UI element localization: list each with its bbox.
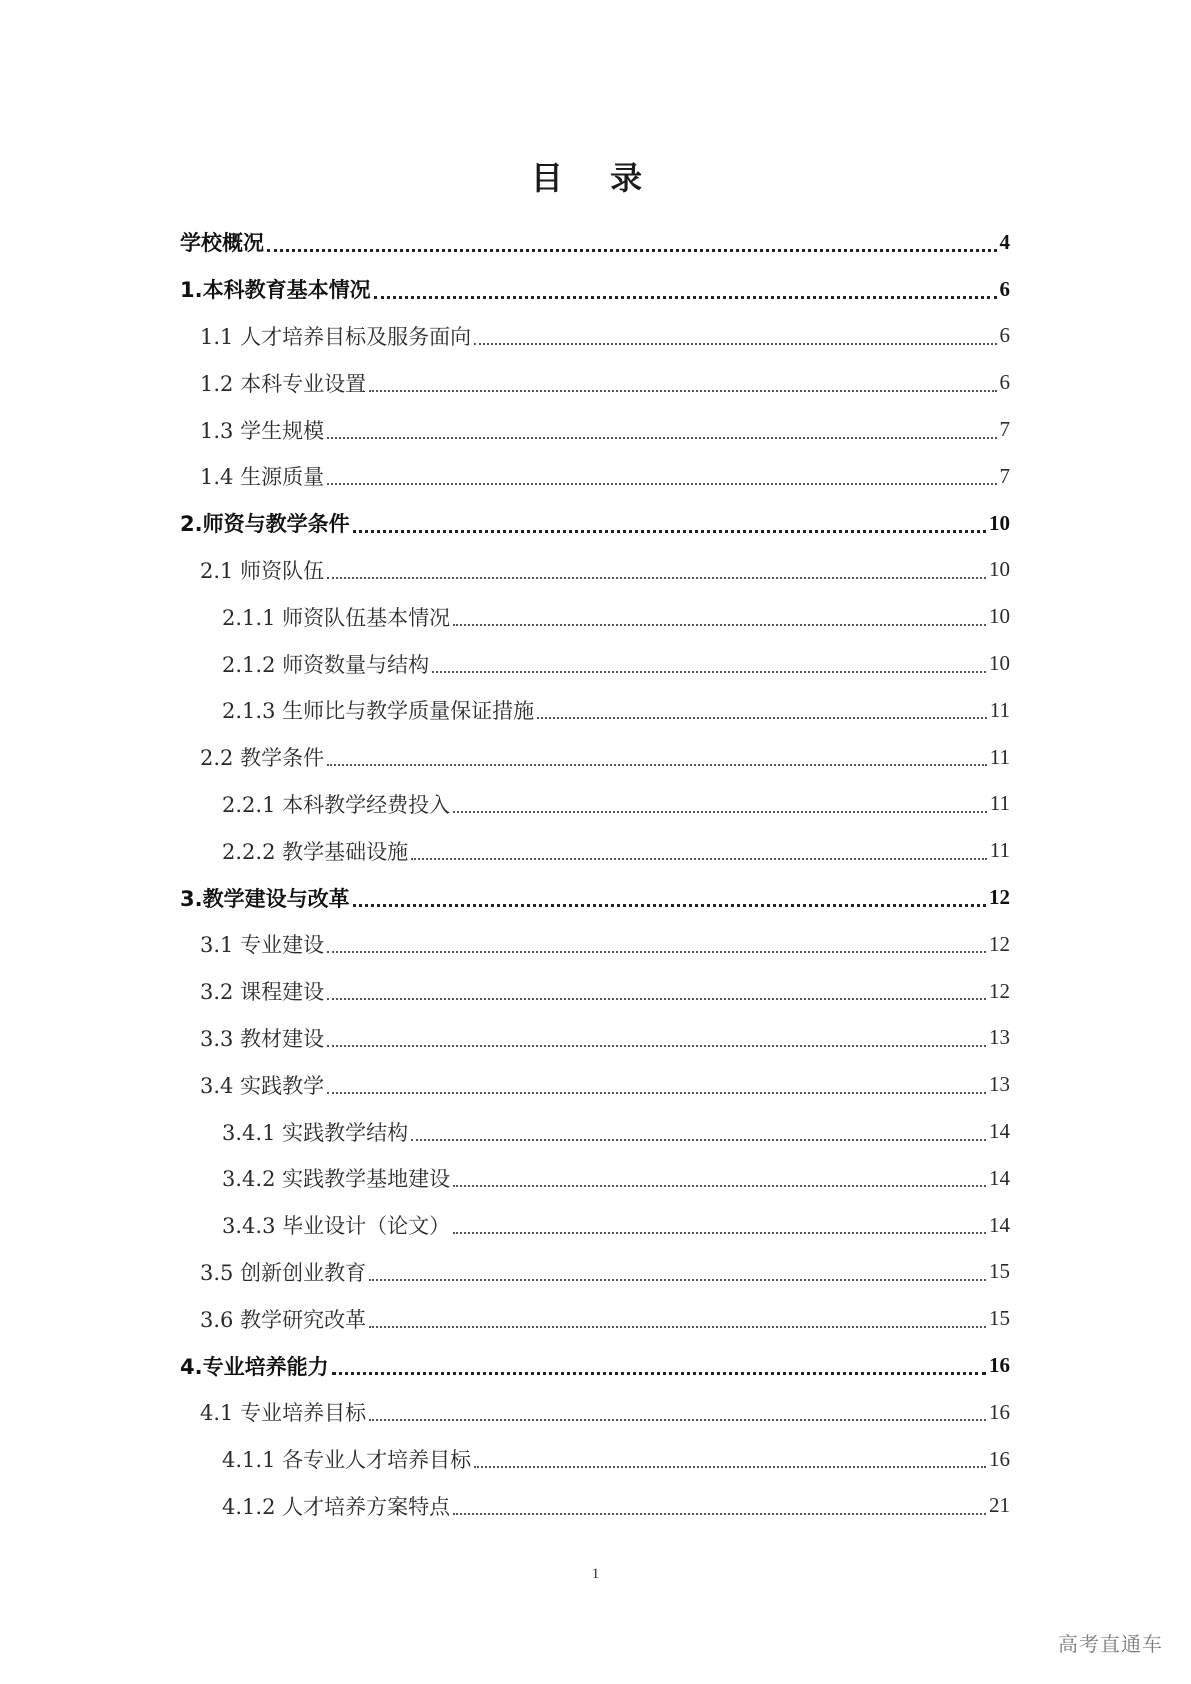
toc-entry[interactable]: [0, 827, 1191, 874]
dot-leader: [369, 1419, 986, 1421]
dot-leader: [353, 904, 986, 907]
toc-entry-label: 2.1 师资队伍: [200, 558, 325, 583]
watermark-text: 高考直通车: [1058, 1632, 1163, 1656]
toc-entry-page-number: 16: [989, 1353, 1010, 1378]
page-number: 1: [591, 1566, 600, 1582]
page-title: 目 录: [530, 159, 661, 197]
toc-entry-page-number: 12: [989, 978, 1010, 1003]
toc-entry[interactable]: [0, 219, 1191, 266]
dot-leader: [474, 343, 996, 345]
toc-entry-label: 3.5 创新创业教育: [200, 1260, 367, 1285]
table-of-contents: [0, 219, 1191, 1529]
toc-entry[interactable]: [0, 266, 1191, 313]
dot-leader: [374, 296, 997, 299]
dot-leader: [369, 390, 996, 392]
toc-entry-label: 1.3 学生规模: [200, 418, 325, 443]
toc-entry[interactable]: [0, 921, 1191, 968]
dot-leader: [369, 1279, 986, 1281]
toc-entry-label: 4.1.2 人才培养方案特点: [222, 1494, 451, 1519]
toc-entry-page-number: 13: [989, 1072, 1010, 1097]
toc-entry[interactable]: [0, 1483, 1191, 1530]
dot-leader: [327, 483, 996, 485]
toc-entry-page-number: 11: [989, 838, 1010, 863]
toc-entry[interactable]: [0, 313, 1191, 360]
toc-entry-label: 1.本科教育基本情况: [180, 278, 371, 303]
toc-entry-label: 2.1.2 师资数量与结构: [222, 652, 430, 677]
toc-entry-label: 3.3 教材建设: [200, 1026, 325, 1051]
dot-leader: [453, 811, 987, 813]
toc-entry-page-number: 11: [989, 744, 1010, 769]
dot-leader: [332, 1372, 986, 1375]
dot-leader: [474, 1466, 986, 1468]
toc-entry[interactable]: [0, 1249, 1191, 1296]
toc-entry[interactable]: [0, 1295, 1191, 1342]
toc-entry[interactable]: [0, 874, 1191, 921]
dot-leader: [267, 249, 997, 252]
dot-leader: [327, 577, 986, 579]
dot-leader: [537, 717, 987, 719]
toc-entry-label: 2.1.1 师资队伍基本情况: [222, 605, 451, 630]
toc-entry-label: 1.4 生源质量: [200, 465, 325, 490]
toc-entry-label: 2.2.2 教学基础设施: [222, 839, 409, 864]
dot-leader: [353, 530, 986, 533]
toc-entry-page-number: 15: [989, 1259, 1010, 1284]
toc-entry-label: 3.4 实践教学: [200, 1073, 325, 1098]
toc-entry[interactable]: [0, 359, 1191, 406]
toc-entry-page-number: 10: [989, 510, 1010, 535]
dot-leader: [453, 624, 986, 626]
toc-entry-page-number: 4: [999, 229, 1010, 254]
toc-entry[interactable]: [0, 781, 1191, 828]
toc-entry[interactable]: [0, 1061, 1191, 1108]
toc-entry-page-number: 12: [989, 931, 1010, 956]
toc-entry-page-number: 10: [989, 557, 1010, 582]
dot-leader: [327, 437, 996, 439]
toc-entry-label: 2.2 教学条件: [200, 746, 325, 771]
toc-entry[interactable]: [0, 640, 1191, 687]
toc-entry-page-number: 11: [989, 791, 1010, 816]
toc-entry-label: 2.2.1 本科教学经费投入: [222, 792, 451, 817]
toc-entry[interactable]: [0, 1436, 1191, 1483]
toc-entry-label: 1.2 本科专业设置: [200, 371, 367, 396]
toc-entry-label: 2.师资与教学条件: [180, 512, 350, 537]
toc-entry-label: 2.1.3 生师比与教学质量保证措施: [222, 699, 535, 724]
toc-entry[interactable]: [0, 1202, 1191, 1249]
toc-entry-label: 4.专业培养能力: [180, 1354, 329, 1379]
toc-entry-page-number: 15: [989, 1306, 1010, 1331]
dot-leader: [327, 951, 986, 953]
toc-entry-page-number: 11: [989, 697, 1010, 722]
dot-leader: [411, 858, 987, 860]
toc-entry[interactable]: [0, 406, 1191, 453]
dot-leader: [369, 1326, 986, 1328]
toc-entry-label: 1.1 人才培养目标及服务面向: [200, 324, 472, 349]
toc-entry[interactable]: [0, 968, 1191, 1015]
toc-entry[interactable]: [0, 453, 1191, 500]
toc-entry-label: 学校概况: [180, 231, 264, 256]
toc-entry-page-number: 6: [999, 370, 1010, 395]
toc-entry-page-number: 7: [999, 463, 1010, 488]
toc-entry-page-number: 10: [989, 604, 1010, 629]
toc-entry[interactable]: [0, 1155, 1191, 1202]
toc-entry[interactable]: [0, 1108, 1191, 1155]
toc-entry-page-number: 6: [999, 276, 1010, 301]
toc-entry[interactable]: [0, 1015, 1191, 1062]
toc-entry[interactable]: [0, 687, 1191, 734]
toc-entry[interactable]: [0, 734, 1191, 781]
toc-entry-page-number: 6: [999, 323, 1010, 348]
toc-entry[interactable]: [0, 500, 1191, 547]
toc-entry-page-number: 12: [989, 885, 1010, 910]
toc-entry-label: 4.1.1 各专业人才培养目标: [222, 1448, 472, 1473]
toc-entry-label: 3.4.2 实践教学基地建设: [222, 1167, 451, 1192]
dot-leader: [327, 1045, 986, 1047]
toc-entry-page-number: 14: [989, 1212, 1010, 1237]
toc-entry[interactable]: [0, 1342, 1191, 1389]
dot-leader: [453, 1185, 986, 1187]
toc-entry-label: 3.2 课程建设: [200, 980, 325, 1005]
toc-entry-label: 4.1 专业培养目标: [200, 1401, 367, 1426]
toc-entry-page-number: 16: [989, 1446, 1010, 1471]
dot-leader: [411, 1139, 986, 1141]
toc-entry-page-number: 14: [989, 1165, 1010, 1190]
toc-entry-label: 3.4.3 毕业设计（论文）: [222, 1214, 451, 1239]
dot-leader: [453, 1232, 986, 1234]
toc-entry-page-number: 21: [989, 1493, 1010, 1518]
toc-entry-page-number: 10: [989, 651, 1010, 676]
toc-entry-label: 3.1 专业建设: [200, 933, 325, 958]
toc-entry-label: 3.6 教学研究改革: [200, 1307, 367, 1332]
toc-entry-page-number: 14: [989, 1119, 1010, 1144]
toc-entry-page-number: 16: [989, 1399, 1010, 1424]
dot-leader: [432, 671, 986, 673]
dot-leader: [327, 764, 987, 766]
dot-leader: [453, 1513, 986, 1515]
dot-leader: [327, 1092, 986, 1094]
toc-entry-label: 3.4.1 实践教学结构: [222, 1120, 409, 1145]
toc-entry[interactable]: [0, 547, 1191, 594]
toc-entry-page-number: 13: [989, 1025, 1010, 1050]
toc-entry-label: 3.教学建设与改革: [180, 886, 350, 911]
toc-entry[interactable]: [0, 593, 1191, 640]
toc-entry[interactable]: [0, 1389, 1191, 1436]
dot-leader: [327, 998, 986, 1000]
toc-entry-page-number: 7: [999, 417, 1010, 442]
